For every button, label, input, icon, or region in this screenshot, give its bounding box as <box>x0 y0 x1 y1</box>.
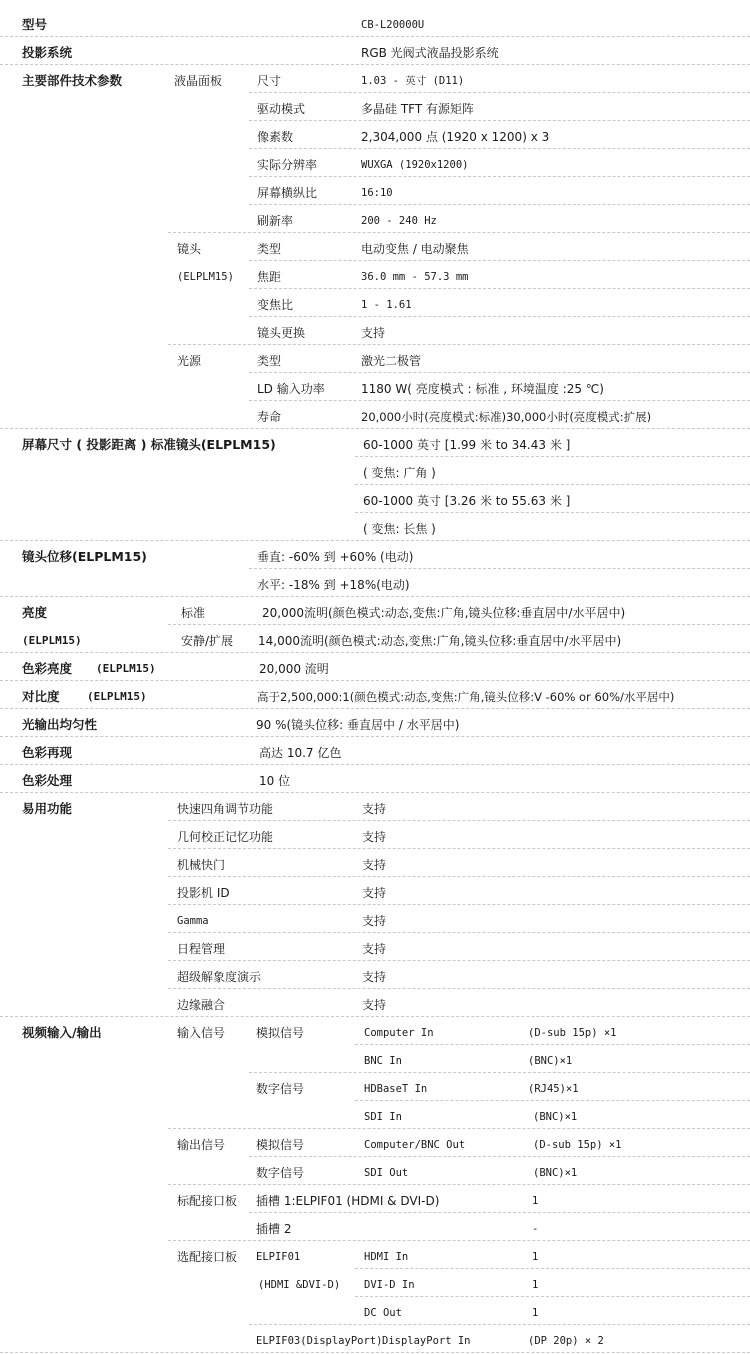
contrast-label: 对比度 <box>22 689 60 704</box>
spec-key: 寿命 <box>257 410 282 424</box>
divider <box>168 932 750 933</box>
divider <box>355 484 750 485</box>
analog-signal-label: 模拟信号 <box>256 1026 305 1040</box>
uniformity-label: 光输出均匀性 <box>22 717 98 732</box>
brightness-label: 亮度 <box>22 605 48 620</box>
port-name: HDBaseT In <box>364 1083 428 1095</box>
divider <box>168 1240 750 1241</box>
spec-key: 类型 <box>257 242 282 256</box>
brightness-lens-model: (ELPLM15) <box>22 634 82 647</box>
light-source-label: 光源 <box>177 354 202 368</box>
contrast-value: 高于2,500,000:1(颜色模式:动态,变焦:广角,镜头位移:V -60% or 60%/水平居中) <box>257 690 675 704</box>
divider <box>249 316 750 317</box>
divider <box>355 1296 750 1297</box>
divider <box>168 820 750 821</box>
divider <box>355 512 750 513</box>
color-proc-label: 色彩处理 <box>22 773 73 788</box>
feature-value: 支持 <box>362 914 387 928</box>
screen-size-line: 60-1000 英寸 [1.99 米 to 34.43 米 ] <box>363 438 571 452</box>
divider <box>249 1072 750 1073</box>
divider <box>249 1324 750 1325</box>
spec-value: WUXGA (1920x1200) <box>361 159 469 171</box>
feature-name: 超级解象度演示 <box>177 970 262 984</box>
divider <box>0 736 750 737</box>
divider <box>249 204 750 205</box>
port-connector: (RJ45)×1 <box>528 1083 579 1095</box>
port-name: DisplayPort In <box>382 1335 471 1347</box>
port-count: 1 <box>532 1279 539 1291</box>
divider <box>0 652 750 653</box>
color-brightness-label: 色彩亮度 <box>22 661 73 676</box>
divider <box>0 36 750 37</box>
divider <box>0 428 750 429</box>
lens-shift-line: 水平: -18% 到 +18%(电动) <box>257 578 410 592</box>
divider <box>355 1100 750 1101</box>
spec-value: 20,000小时(亮度模式:标准)30,000小时(亮度模式:扩展) <box>361 410 652 424</box>
divider <box>0 792 750 793</box>
spec-value: 电动变焦 / 电动聚焦 <box>361 242 469 256</box>
divider <box>168 876 750 877</box>
divider <box>249 260 750 261</box>
spec-value: 16:10 <box>361 187 393 199</box>
spec-key: LD 输入功率 <box>257 382 325 396</box>
spec-key: 屏幕横纵比 <box>257 186 318 200</box>
spec-value: 36.0 mm - 57.3 mm <box>361 271 469 283</box>
divider <box>249 1156 750 1157</box>
feature-name: Gamma <box>177 915 209 927</box>
port-count: 1 <box>532 1251 539 1263</box>
divider <box>168 904 750 905</box>
divider <box>0 540 750 541</box>
board-model: ELPIF03(DisplayPort) <box>256 1335 383 1347</box>
divider <box>355 1268 750 1269</box>
spec-key: 镜头更换 <box>257 326 306 340</box>
feature-value: 支持 <box>362 830 387 844</box>
port-name: BNC In <box>364 1055 402 1067</box>
color-proc-value: 10 位 <box>259 774 291 788</box>
divider <box>249 92 750 93</box>
divider <box>168 988 750 989</box>
spec-value: 多晶硅 TFT 有源矩阵 <box>361 102 474 116</box>
lens-model: (ELPLM15) <box>177 271 234 283</box>
divider <box>0 1352 750 1353</box>
spec-key: 实际分辨率 <box>257 158 318 172</box>
screen-size-line: 60-1000 英寸 [3.26 米 to 55.63 米 ] <box>363 494 571 508</box>
divider <box>249 568 750 569</box>
projection-label: 投影系统 <box>22 45 73 60</box>
digital-signal-label: 数字信号 <box>256 1166 305 1180</box>
port-name: HDMI In <box>364 1251 409 1263</box>
feature-name: 几何校正记忆功能 <box>177 830 274 844</box>
divider <box>0 764 750 765</box>
feature-value: 支持 <box>362 858 387 872</box>
divider <box>168 1128 750 1129</box>
port-connector: (BNC)×1 <box>533 1167 578 1179</box>
divider <box>0 64 750 65</box>
feature-name: 边缘融合 <box>177 998 226 1012</box>
lcd-panel-label: 液晶面板 <box>174 74 223 88</box>
slot-name: 插槽 2 <box>256 1222 292 1236</box>
port-name: SDI Out <box>364 1167 409 1179</box>
spec-value: 2,304,000 点 (1920 x 1200) x 3 <box>361 130 550 144</box>
spec-key: 变焦比 <box>257 298 294 312</box>
divider <box>168 624 750 625</box>
main-components-label: 主要部件技术参数 <box>22 73 123 88</box>
divider <box>0 680 750 681</box>
model-label: 型号 <box>22 17 48 32</box>
contrast-lens-model: (ELPLM15) <box>87 690 147 703</box>
spec-value: 1180 W( 亮度模式 : 标准 , 环境温度 :25 ℃) <box>361 382 604 396</box>
port-name: DC Out <box>364 1307 402 1319</box>
spec-key: 驱动模式 <box>257 102 306 116</box>
divider <box>355 1044 750 1045</box>
divider <box>249 148 750 149</box>
divider <box>249 400 750 401</box>
spec-value: 1 - 1.61 <box>361 299 412 311</box>
feature-name: 快速四角调节功能 <box>177 802 274 816</box>
spec-value: 支持 <box>361 326 386 340</box>
divider <box>0 708 750 709</box>
feature-value: 支持 <box>362 802 387 816</box>
divider <box>355 456 750 457</box>
spec-value: 14,000流明(颜色模式:动态,变焦:广角,镜头位移:垂直居中/水平居中) <box>258 634 622 648</box>
color-repro-label: 色彩再现 <box>22 745 73 760</box>
feature-name: 投影机 ID <box>177 886 230 900</box>
port-connector: (DP 20p) × 2 <box>528 1335 604 1347</box>
digital-signal-label: 数字信号 <box>256 1082 305 1096</box>
color-repro-value: 高达 10.7 亿色 <box>259 746 342 760</box>
port-name: Computer In <box>364 1027 434 1039</box>
spec-key: 刷新率 <box>257 214 294 228</box>
output-signal-label: 输出信号 <box>177 1138 226 1152</box>
screen-size-line: ( 变焦: 广角 ) <box>363 466 436 480</box>
spec-value: 200 - 240 Hz <box>361 215 437 227</box>
spec-key: 类型 <box>257 354 282 368</box>
standard-board-label: 标配接口板 <box>177 1194 238 1208</box>
color-brightness-lens-model: (ELPLM15) <box>96 662 156 675</box>
divider <box>168 1184 750 1185</box>
board-model: ELPIF01 <box>256 1251 301 1263</box>
lens-label: 镜头 <box>177 242 202 256</box>
feature-value: 支持 <box>362 998 387 1012</box>
port-count: 1 <box>532 1307 539 1319</box>
screen-size-line: ( 变焦: 长焦 ) <box>363 522 436 536</box>
divider <box>168 232 750 233</box>
slot-count: - <box>532 1223 539 1235</box>
model-value: CB-L20000U <box>361 19 425 31</box>
divider <box>249 120 750 121</box>
lens-shift-label: 镜头位移(ELPLM15) <box>22 549 147 564</box>
spec-key: 安静/扩展 <box>181 634 234 648</box>
divider <box>168 960 750 961</box>
features-label: 易用功能 <box>22 801 73 816</box>
divider <box>0 596 750 597</box>
feature-name: 机械快门 <box>177 858 226 872</box>
lens-shift-line: 垂直: -60% 到 +60% (电动) <box>257 550 414 564</box>
port-connector: (D-sub 15p) ×1 <box>528 1027 617 1039</box>
board-ports: (HDMI &DVI-D) <box>258 1279 341 1291</box>
uniformity-value: 90 %(镜头位移: 垂直居中 / 水平居中) <box>256 718 460 732</box>
spec-key: 尺寸 <box>257 74 282 88</box>
divider <box>249 372 750 373</box>
spec-key: 像素数 <box>257 130 294 144</box>
video-io-label: 视频输入/输出 <box>22 1025 102 1040</box>
port-name: SDI In <box>364 1111 402 1123</box>
feature-name: 日程管理 <box>177 942 226 956</box>
port-connector: (D-sub 15p) ×1 <box>533 1139 622 1151</box>
screen-size-label: 屏幕尺寸 ( 投影距离 ) 标准镜头(ELPLM15) <box>22 437 276 452</box>
spec-key: 焦距 <box>257 270 282 284</box>
divider <box>168 848 750 849</box>
feature-value: 支持 <box>362 886 387 900</box>
divider <box>249 1212 750 1213</box>
spec-value: 1.03 - 英寸 (D11) <box>361 75 465 87</box>
port-connector: (BNC)×1 <box>533 1111 578 1123</box>
optional-board-label: 选配接口板 <box>177 1250 238 1264</box>
projection-value: RGB 光阀式液晶投影系统 <box>361 46 499 60</box>
analog-signal-label: 模拟信号 <box>256 1138 305 1152</box>
divider <box>0 1016 750 1017</box>
divider <box>168 344 750 345</box>
spec-key: 标准 <box>181 606 206 620</box>
feature-value: 支持 <box>362 942 387 956</box>
color-brightness-value: 20,000 流明 <box>259 662 329 676</box>
port-name: DVI-D In <box>364 1279 415 1291</box>
feature-value: 支持 <box>362 970 387 984</box>
port-name: Computer/BNC Out <box>364 1139 466 1151</box>
slot-name: 插槽 1:ELPIF01 (HDMI & DVI-D) <box>256 1194 440 1208</box>
input-signal-label: 输入信号 <box>177 1026 226 1040</box>
slot-count: 1 <box>532 1195 539 1207</box>
spec-value: 20,000流明(颜色模式:动态,变焦:广角,镜头位移:垂直居中/水平居中) <box>262 606 626 620</box>
divider <box>249 288 750 289</box>
divider <box>249 176 750 177</box>
spec-value: 激光二极管 <box>361 354 422 368</box>
port-connector: (BNC)×1 <box>528 1055 573 1067</box>
